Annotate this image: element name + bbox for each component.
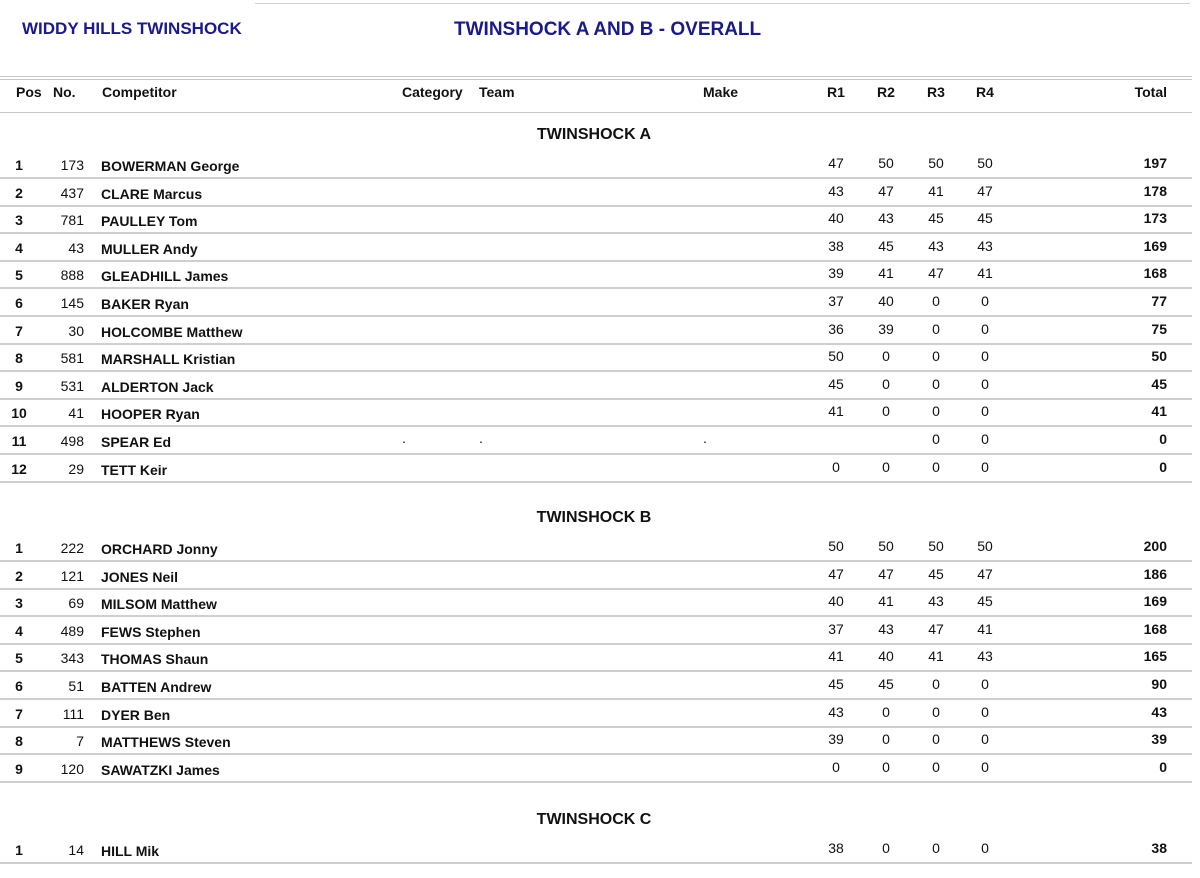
row-category: . <box>402 430 406 446</box>
row-r4-score: 47 <box>977 565 993 582</box>
row-r1-score: 38 <box>828 237 844 254</box>
row-r3-score: 0 <box>932 348 940 365</box>
row-total-score: 186 <box>1143 565 1167 582</box>
row-r2-score: 41 <box>878 593 894 610</box>
row-r1-score: 41 <box>828 403 844 420</box>
column-header-row <box>0 84 1200 110</box>
result-row <box>0 456 1200 483</box>
row-competitor-name: HOLCOMBE Matthew <box>101 323 243 340</box>
row-r4-score: 0 <box>981 758 989 775</box>
result-row <box>0 535 1200 562</box>
column-header-r4: R4 <box>976 84 994 100</box>
row-r1-score: 47 <box>828 565 844 582</box>
result-row <box>0 645 1200 672</box>
top-divider <box>255 3 1190 4</box>
row-rider-number: 173 <box>60 157 84 173</box>
column-header-total: Total <box>1134 84 1167 100</box>
row-position: 2 <box>15 567 23 584</box>
row-r4-score: 0 <box>981 731 989 748</box>
row-rider-number: 343 <box>60 650 84 667</box>
row-divider <box>0 862 1192 864</box>
row-competitor-name: FEWS Stephen <box>101 623 201 640</box>
row-r3-score: 50 <box>928 538 944 554</box>
row-position: 12 <box>11 460 27 477</box>
result-row <box>0 756 1200 783</box>
row-rider-number: 222 <box>60 540 84 556</box>
row-r3-score: 0 <box>932 676 940 692</box>
row-rider-number: 498 <box>60 433 84 449</box>
row-rider-number: 581 <box>60 350 84 367</box>
row-r4-score: 43 <box>977 237 993 254</box>
row-r4-score: 0 <box>981 703 989 720</box>
row-rider-number: 30 <box>68 322 84 339</box>
column-header-r2: R2 <box>877 84 895 100</box>
row-r2-score: 0 <box>882 375 890 392</box>
row-total-score: 173 <box>1143 210 1167 227</box>
row-r1-score: 45 <box>828 676 844 692</box>
row-r1-score: 38 <box>828 840 844 856</box>
row-r3-score: 0 <box>932 403 940 420</box>
row-total-score: 200 <box>1143 538 1167 554</box>
row-r2-score: 43 <box>878 210 894 227</box>
row-total-score: 165 <box>1143 648 1167 665</box>
row-r4-score: 0 <box>981 375 989 392</box>
row-r1-score: 47 <box>828 155 844 171</box>
row-position: 10 <box>11 405 27 422</box>
row-make: . <box>703 430 707 446</box>
column-header-no: No. <box>53 84 76 100</box>
row-competitor-name: MARSHALL Kristian <box>101 351 236 368</box>
row-r4-score: 45 <box>977 593 993 610</box>
row-r3-score: 41 <box>928 648 944 665</box>
row-competitor-name: BATTEN Andrew <box>101 679 212 695</box>
row-r4-score: 41 <box>977 620 993 637</box>
row-r4-score: 0 <box>981 320 989 337</box>
row-competitor-name: DYER Ben <box>101 706 171 723</box>
row-total-score: 0 <box>1159 758 1167 775</box>
row-r2-score: 47 <box>878 565 894 582</box>
row-divider <box>0 781 1192 783</box>
result-row <box>0 618 1200 645</box>
row-r2-score: 50 <box>878 538 894 554</box>
row-position: 6 <box>15 678 23 694</box>
result-row <box>0 207 1200 234</box>
row-total-score: 45 <box>1151 375 1167 392</box>
row-competitor-name: GLEADHILL James <box>101 268 229 285</box>
header-divider <box>0 112 1192 113</box>
row-competitor-name: HOOPER Ryan <box>101 406 200 423</box>
row-r3-score: 0 <box>932 840 940 856</box>
row-r2-score: 43 <box>878 620 894 637</box>
row-position: 3 <box>15 595 23 612</box>
row-position: 1 <box>15 157 23 173</box>
row-total-score: 39 <box>1151 731 1167 748</box>
row-r4-score: 43 <box>977 648 993 665</box>
row-r2-score: 45 <box>878 237 894 254</box>
row-r4-score: 50 <box>977 155 993 171</box>
row-r4-score: 45 <box>977 210 993 227</box>
row-rider-number: 145 <box>60 295 84 311</box>
row-competitor-name: CLARE Marcus <box>101 185 203 202</box>
row-r2-score: 0 <box>882 403 890 420</box>
row-competitor-name: MILSOM Matthew <box>101 596 217 613</box>
row-rider-number: 437 <box>60 184 84 201</box>
row-r4-score: 0 <box>981 840 989 856</box>
row-total-score: 168 <box>1143 265 1167 282</box>
row-r1-score: 43 <box>828 703 844 720</box>
result-row <box>0 563 1200 590</box>
result-row <box>0 345 1200 372</box>
row-r1-score: 36 <box>828 320 844 337</box>
row-competitor-name: MULLER Andy <box>101 240 198 257</box>
row-r2-score: 0 <box>882 758 890 775</box>
row-rider-number: 489 <box>60 622 84 639</box>
result-row <box>0 235 1200 262</box>
row-r1-score: 0 <box>832 458 840 475</box>
result-row <box>0 428 1200 455</box>
row-position: 1 <box>15 842 23 858</box>
row-competitor-name: BAKER Ryan <box>101 296 189 312</box>
row-r4-score: 0 <box>981 403 989 420</box>
row-total-score: 75 <box>1151 320 1167 337</box>
row-rider-number: 29 <box>68 460 84 477</box>
row-total-score: 0 <box>1159 458 1167 475</box>
row-r1-score: 37 <box>828 293 844 309</box>
row-total-score: 178 <box>1143 182 1167 199</box>
row-competitor-name: HILL Mik <box>101 843 160 859</box>
row-r2-score: 47 <box>878 182 894 199</box>
section-title: TWINSHOCK A <box>536 126 652 143</box>
row-total-score: 169 <box>1143 593 1167 610</box>
row-competitor-name: SAWATZKI James <box>101 761 220 778</box>
row-r1-score: 39 <box>828 265 844 282</box>
row-r1-score: 45 <box>828 375 844 392</box>
row-r3-score: 0 <box>932 431 940 447</box>
row-r3-score: 0 <box>932 458 940 475</box>
result-row <box>0 400 1200 427</box>
row-r2-score: 41 <box>878 265 894 282</box>
row-r4-score: 47 <box>977 182 993 199</box>
row-position: 7 <box>15 322 23 339</box>
section-title: TWINSHOCK B <box>536 509 652 526</box>
row-r4-score: 50 <box>977 538 993 554</box>
row-rider-number: 531 <box>60 377 84 394</box>
row-r4-score: 0 <box>981 348 989 365</box>
row-rider-number: 69 <box>68 595 84 612</box>
row-competitor-name: BOWERMAN George <box>101 158 240 174</box>
row-competitor-name: JONES Neil <box>101 568 179 585</box>
page-title: TWINSHOCK A AND B - OVERALL <box>454 19 762 40</box>
row-total-score: 0 <box>1159 431 1167 447</box>
row-r4-score: 0 <box>981 676 989 692</box>
row-r4-score: 41 <box>977 265 993 282</box>
column-header-team: Team <box>479 84 515 100</box>
result-row <box>0 837 1200 864</box>
result-row <box>0 290 1200 317</box>
row-r1-score: 43 <box>828 182 844 199</box>
column-header-r3: R3 <box>927 84 945 100</box>
row-rider-number: 121 <box>60 567 84 584</box>
row-rider-number: 111 <box>62 705 84 722</box>
row-r3-score: 47 <box>928 620 944 637</box>
row-r1-score: 37 <box>828 620 844 637</box>
row-rider-number: 781 <box>60 212 84 229</box>
row-r3-score: 47 <box>928 265 944 282</box>
row-r3-score: 43 <box>928 237 944 254</box>
row-total-score: 41 <box>1151 403 1167 420</box>
row-team: . <box>479 430 483 446</box>
row-position: 5 <box>15 267 23 284</box>
row-competitor-name: ALDERTON Jack <box>101 378 214 395</box>
row-rider-number: 888 <box>60 267 84 284</box>
row-total-score: 43 <box>1151 703 1167 720</box>
row-r1-score: 40 <box>828 210 844 227</box>
row-competitor-name: MATTHEWS Steven <box>101 734 231 751</box>
row-competitor-name: SPEAR Ed <box>101 434 172 450</box>
row-r2-score: 45 <box>878 676 894 692</box>
row-divider <box>0 481 1192 483</box>
row-r2-score: 40 <box>878 293 894 309</box>
row-r1-score: 50 <box>828 348 844 365</box>
row-r2-score: 40 <box>878 648 894 665</box>
event-name: WIDDY HILLS TWINSHOCK <box>22 19 242 38</box>
row-position: 5 <box>15 650 23 667</box>
row-rider-number: 51 <box>68 678 84 694</box>
row-total-score: 77 <box>1151 293 1167 309</box>
result-row <box>0 180 1200 207</box>
row-rider-number: 7 <box>76 733 84 750</box>
row-r2-score: 39 <box>878 320 894 337</box>
row-r1-score: 0 <box>832 758 840 775</box>
result-row <box>0 701 1200 728</box>
row-position: 1 <box>15 540 23 556</box>
column-header-pos: Pos <box>16 84 42 100</box>
row-rider-number: 43 <box>68 239 84 256</box>
row-r3-score: 0 <box>932 375 940 392</box>
header-divider <box>0 79 1192 80</box>
row-position: 8 <box>15 350 23 367</box>
row-r2-score: 0 <box>882 348 890 365</box>
result-row <box>0 673 1200 700</box>
result-row <box>0 373 1200 400</box>
row-r3-score: 0 <box>932 703 940 720</box>
row-r3-score: 43 <box>928 593 944 610</box>
row-r3-score: 45 <box>928 565 944 582</box>
row-r1-score: 39 <box>828 731 844 748</box>
row-r1-score: 50 <box>828 538 844 554</box>
header-divider <box>0 76 1192 77</box>
row-total-score: 197 <box>1143 155 1167 171</box>
row-position: 9 <box>15 377 23 394</box>
row-r1-score: 40 <box>828 593 844 610</box>
row-rider-number: 14 <box>68 842 84 858</box>
column-header-r1: R1 <box>827 84 845 100</box>
row-r4-score: 0 <box>981 293 989 309</box>
row-rider-number: 120 <box>60 760 84 777</box>
row-position: 3 <box>15 212 23 229</box>
section-title: TWINSHOCK C <box>536 811 652 828</box>
result-row <box>0 318 1200 345</box>
row-total-score: 169 <box>1143 237 1167 254</box>
result-row <box>0 262 1200 289</box>
row-r3-score: 41 <box>928 182 944 199</box>
row-r3-score: 0 <box>932 320 940 337</box>
row-r2-score: 50 <box>878 155 894 171</box>
row-r2-score: 0 <box>882 458 890 475</box>
column-header-make: Make <box>703 84 739 100</box>
row-position: 4 <box>15 239 23 256</box>
row-r3-score: 45 <box>928 210 944 227</box>
row-position: 2 <box>15 184 23 201</box>
row-r3-score: 50 <box>928 155 944 171</box>
row-competitor-name: PAULLEY Tom <box>101 213 198 230</box>
row-r3-score: 0 <box>932 758 940 775</box>
row-r1-score: 41 <box>828 648 844 665</box>
row-rider-number: 41 <box>68 405 84 422</box>
row-position: 4 <box>15 622 23 639</box>
row-competitor-name: TETT Keir <box>101 461 168 478</box>
result-row <box>0 152 1200 179</box>
row-position: 11 <box>11 433 27 449</box>
result-row <box>0 590 1200 617</box>
row-r2-score: 0 <box>882 840 890 856</box>
row-r4-score: 0 <box>981 431 989 447</box>
row-position: 8 <box>15 733 23 750</box>
result-row <box>0 728 1200 755</box>
row-r4-score: 0 <box>981 458 989 475</box>
row-position: 9 <box>15 760 23 777</box>
row-total-score: 38 <box>1151 840 1167 856</box>
row-competitor-name: THOMAS Shaun <box>101 651 209 668</box>
row-total-score: 50 <box>1151 348 1167 365</box>
row-r2-score: 0 <box>882 731 890 748</box>
column-header-category: Category <box>402 84 463 100</box>
row-position: 7 <box>15 705 23 722</box>
row-r3-score: 0 <box>932 293 940 309</box>
row-r2-score: 0 <box>882 703 890 720</box>
row-competitor-name: ORCHARD Jonny <box>101 541 218 557</box>
row-position: 6 <box>15 295 23 311</box>
row-total-score: 168 <box>1143 620 1167 637</box>
row-r3-score: 0 <box>932 731 940 748</box>
row-total-score: 90 <box>1151 676 1167 692</box>
column-header-competitor: Competitor <box>102 84 177 100</box>
